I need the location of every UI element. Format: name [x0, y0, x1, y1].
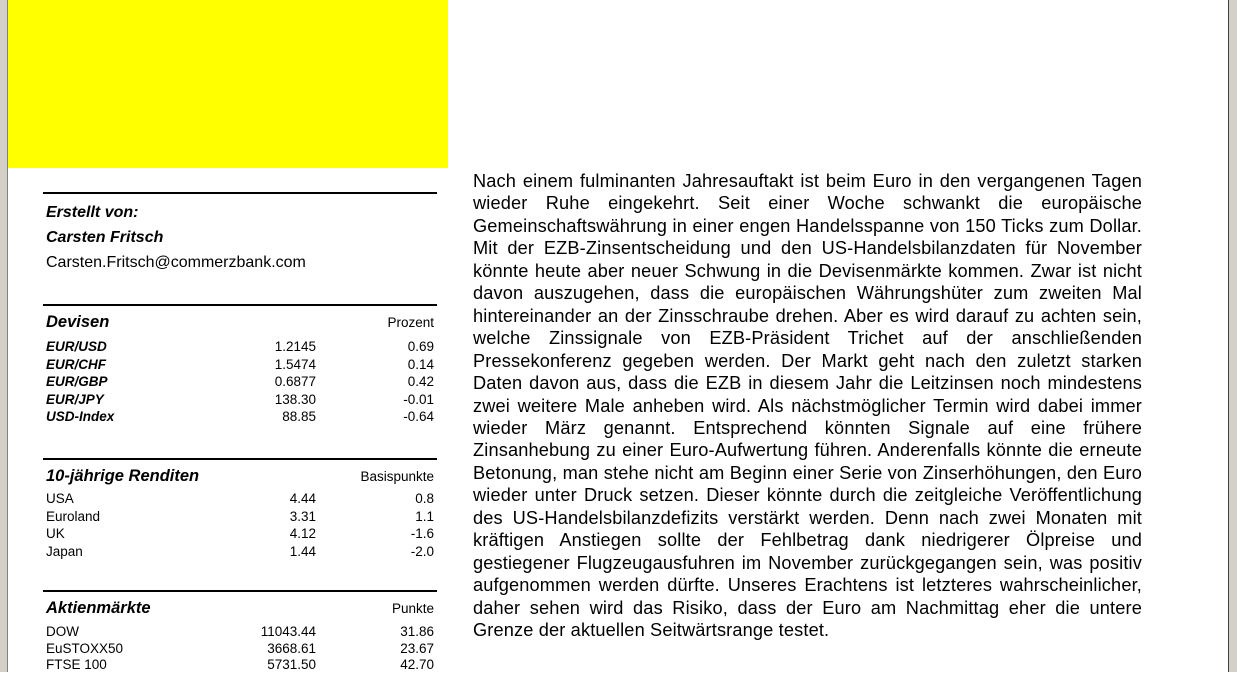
author-label: Erstellt von: — [46, 204, 139, 221]
section-title: Devisen — [46, 313, 110, 331]
table-row — [46, 508, 434, 526]
row-change: 0.8 — [415, 491, 434, 506]
row-change: 23.67 — [400, 640, 434, 656]
row-value: 0.6877 — [274, 374, 316, 389]
row-value: 1.2145 — [274, 339, 316, 354]
aktien-section — [43, 592, 437, 674]
header-yellow-block — [8, 0, 448, 168]
section-title: Aktienmärkte — [46, 599, 151, 617]
row-change: 42.70 — [400, 657, 434, 672]
row-value: 4.12 — [289, 526, 316, 541]
row-name: USA — [46, 491, 74, 506]
row-name: EUR/USD — [46, 339, 107, 354]
devisen-section — [43, 306, 437, 458]
renditen-section — [43, 460, 437, 590]
row-value: 1.44 — [289, 543, 316, 559]
row-change: 0.69 — [407, 339, 434, 354]
window-scrollbar[interactable] — [1228, 0, 1237, 672]
author-name: Carsten Fritsch — [46, 229, 164, 246]
table-row — [46, 391, 434, 409]
row-name: FTSE 100 — [46, 657, 107, 672]
table-row — [46, 356, 434, 374]
row-value: 1.5474 — [274, 356, 316, 372]
window-left-border — [0, 0, 8, 672]
row-change: -2.0 — [410, 543, 434, 559]
row-change: -1.6 — [410, 526, 434, 541]
row-value: 138.30 — [274, 391, 316, 407]
row-change: -0.01 — [403, 391, 434, 407]
section-unit: Basispunkte — [360, 469, 434, 484]
sidebar — [43, 192, 437, 674]
table-row — [46, 657, 434, 674]
row-name: Japan — [46, 543, 83, 559]
row-name: Euroland — [46, 508, 101, 524]
row-value: 4.44 — [289, 491, 316, 506]
table-row — [46, 641, 434, 658]
row-name: USD-Index — [46, 409, 115, 424]
section-unit: Punkte — [391, 601, 434, 616]
row-value: 88.85 — [282, 409, 316, 424]
row-change: 1.1 — [415, 508, 434, 524]
table-row — [46, 490, 434, 508]
row-change: 0.42 — [407, 374, 434, 389]
row-value: 5731.50 — [267, 657, 316, 672]
row-change: 31.86 — [400, 624, 434, 639]
row-name: UK — [46, 526, 65, 541]
author-email[interactable]: Carsten.Fritsch@commerzbank.com — [46, 254, 306, 271]
row-value: 11043.44 — [260, 624, 316, 639]
row-name: EUR/JPY — [46, 391, 104, 407]
row-change: -0.64 — [403, 409, 434, 424]
row-value: 3.31 — [289, 508, 316, 524]
table-row — [46, 408, 434, 426]
section-title: 10-jährige Renditen — [46, 467, 200, 485]
row-name: DOW — [46, 624, 79, 639]
row-name: EUR/GBP — [46, 374, 108, 389]
author-box — [43, 194, 437, 304]
table-row — [46, 373, 434, 391]
section-unit: Prozent — [387, 315, 434, 330]
row-change: 0.14 — [407, 356, 434, 372]
row-value: 3668.61 — [267, 640, 316, 656]
article-text: Nach einem fulminanten Jahresauftakt ist beim Euro in den vergangenen Tagen wieder Ruhe eingekehrt. Seit einer Woche schwankt die europäische Gemeinschaftswährung in einer engen Handelsspanne von 150 Ticks zum Dollar. Mit der EZB-Zinsentscheidung und den US-Handelsbilanzdaten für November könnte heute aber neuer Schwung in die Devisenmärkte kommen. Zwar ist nicht davon auszugehen, dass die europäischen Währungshüter zum zweiten Mal hintereinander an der Zinsschraube drehen. Aber es wird darauf zu achten sein, welche Zinssignale von EZB-Präsident Trichet auf der anschließenden Pressekonferenz gegeben werden. Der Markt geht nach den zuletzt starken Daten davon aus, dass die EZB in diesem Jahr die Leitzinsen noch mindestens zwei weitere Male anheben wird. Als nächstmöglicher Termin wird dabei immer wieder März genannt. Entsprechend könnten Signale auf eine frühere Zinsanhebung zu einer Euro-Aufwertung führen. Anderenfalls könnte die erneute Betonung, man stehe nicht am Beginn einer Serie von Zinserhöhungen, den Euro wieder unter Druck setzen. Dieser könnte durch die zeitgleiche Veröffentlichung des US-Handelsbilanzdefizits verstärkt werden. Denn nach zwei Monaten mit kräftigen Anstiegen sollte der Fehlbetrag dank niedrigerer Ölpreise und gestiegener Flugzeugausfuhren im November zurückgegangen sein, was positiv aufgenommen werden dürfte. Unseres Erachtens ist letzteres wahrscheinlicher, daher sehen wird das Risiko, dass der Euro am Nachmittag eher die untere Grenze der aktuellen Seitwärtsrange testet. — [473, 171, 1142, 641]
row-name: EUR/CHF — [46, 356, 106, 372]
table-row — [46, 543, 434, 561]
table-row — [46, 624, 434, 641]
table-row — [46, 525, 434, 543]
table-row — [46, 338, 434, 356]
row-name: EuSTOXX50 — [46, 640, 124, 656]
